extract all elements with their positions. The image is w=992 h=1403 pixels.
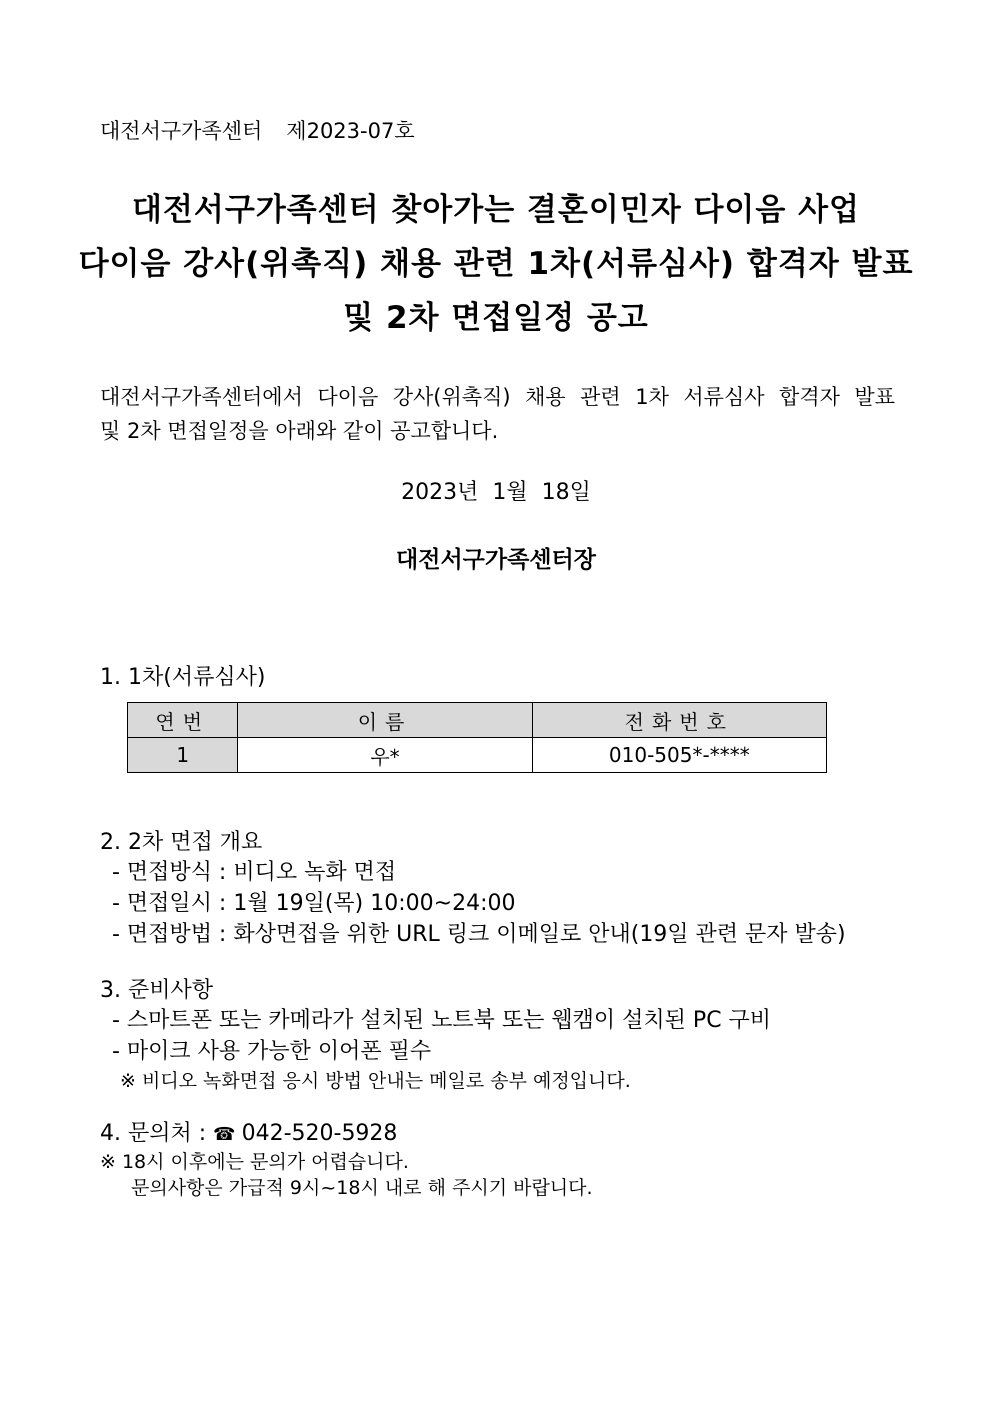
cell-name: 우* [238, 738, 532, 773]
page-title [60, 183, 932, 345]
contact-phone: 042-520-5928 [241, 1121, 398, 1146]
header-org-name: 대전서구가족센터 [100, 119, 263, 143]
title-line-2: 다이음 강사(위촉직) 채용 관련 1차(서류심사) 합격자 발표 [78, 246, 914, 282]
table-row [128, 738, 827, 773]
section-1-title: 1. 1차(서류심사) [100, 665, 266, 690]
section-3-item: - 마이크 사용 가능한 이어폰 필수 [112, 1039, 432, 1064]
section-4-title-prefix: 4. 문의처 : [100, 1121, 207, 1146]
result-table [127, 702, 827, 773]
cell-phone: 010-505*-**** [532, 738, 826, 773]
intro-paragraph [100, 380, 895, 448]
section-2-item: - 면접일시 : 1월 19일(목) 10:00~24:00 [112, 891, 516, 916]
section-3-note: ※ 비디오 녹화면접 응시 방법 안내는 메일로 송부 예정입니다. [120, 1070, 631, 1092]
section-2-item: - 면접방식 : 비디오 녹화 면접 [112, 860, 397, 885]
section-3-title: 3. 준비사항 [100, 978, 213, 1003]
section-3-item: - 스마트폰 또는 카메라가 설치된 노트북 또는 웹캠이 설치된 PC 구비 [112, 1008, 772, 1033]
cell-number: 1 [128, 738, 238, 773]
section-4-note: ※ 18시 이후에는 문의가 어렵습니다. [100, 1151, 409, 1173]
section-2-title: 2. 2차 면접 개요 [100, 830, 263, 855]
signer: 대전서구가족센터장 [396, 547, 596, 573]
announcement-date: 2023년 1월 18일 [401, 480, 591, 505]
section-2-item: - 면접방법 : 화상면접을 위한 URL 링크 이메일로 안내(19일 관련 문자 발송) [112, 922, 846, 947]
title-line-3: 및 2차 면접일정 공고 [343, 300, 649, 336]
header-cell-name: 이름 [238, 703, 532, 738]
section-4-note: 문의사항은 가급적 9시~18시 내로 해 주시기 바랍니다. [131, 1177, 593, 1199]
telephone-icon: ☎ [213, 1124, 236, 1145]
intro-line-1: 대전서구가족센터에서 다이음 강사(위촉직) 채용 관련 1차 서류심사 합격자 발표 [100, 385, 895, 409]
header-cell-phone: 전화번호 [532, 703, 826, 738]
header-doc-no: 제2023-07호 [286, 119, 415, 143]
intro-line-2: 및 2차 면접일정을 아래와 같이 공고합니다. [100, 419, 499, 443]
title-line-1: 대전서구가족센터 찾아가는 결혼이민자 다이음 사업 [132, 192, 860, 228]
section-4-title [100, 1116, 397, 1147]
document-number [100, 115, 415, 145]
table-header-row [128, 703, 827, 738]
header-cell-number: 연번 [128, 703, 238, 738]
